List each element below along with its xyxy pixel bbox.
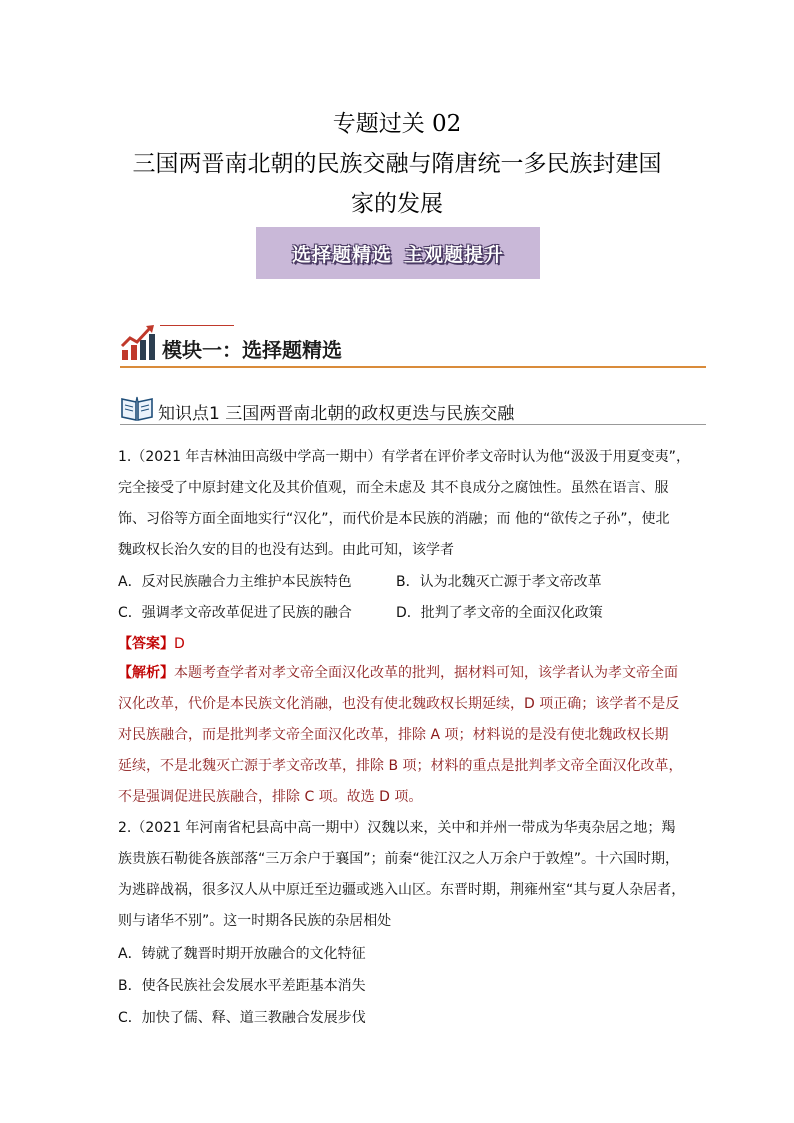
- banner-text-2: 主观题提升: [404, 243, 505, 266]
- question-2-line: 为逃辟战祸，很多汉人从中原迁至边疆或逃入山区。东晋时期，荆雍州室“其与夏人杂居者，: [118, 882, 686, 898]
- knowledge-point-header: [120, 393, 706, 427]
- page-title-line1: 专题过关 02: [332, 111, 462, 137]
- q1-answer: [118, 633, 185, 653]
- answer-label: 【答案】: [118, 636, 174, 652]
- question-2-line: 族贵族石勒徙各族部落“三万余户于襄国”；前秦“徙江汉之人万余户于敦煌”。十六国时期，: [118, 851, 680, 867]
- page-title-line3: 家的发展: [351, 191, 443, 217]
- explanation-label: 【解析】: [118, 665, 174, 681]
- explanation-line: 延续，不是北魏灭亡源于孝文帝改革，排除 B 项；材料的重点是批判孝文帝全面汉化改革，: [118, 758, 683, 774]
- q2-option-b: B．使各民族社会发展水平差距基本消失: [118, 978, 366, 994]
- question-1-line: 1.（2021 年吉林油田高级中学高一期中）有学者在评价孝文帝时认为他“汲汲于用夏变夷”，: [118, 449, 690, 465]
- explanation-line: 【解析】本题考查学者对孝文帝全面汉化改革的批判，据材料可知，该学者认为孝文帝全面: [118, 665, 678, 681]
- module-divider: [120, 366, 706, 368]
- q1-option-b: B．认为北魏灭亡源于孝文帝改革: [396, 574, 602, 590]
- q2-option-c: C．加快了儒、释、道三教融合发展步伐: [118, 1010, 366, 1026]
- question-2-text: [118, 813, 708, 937]
- question-1-line: 完全接受了中原封建文化及其价值观，而全未虑及 其不良成分之腐蚀性。虽然在语言、服: [118, 480, 669, 496]
- banner-text-1: 选择题精选: [291, 243, 392, 266]
- page-title-line2: 三国两晋南北朝的民族交融与隋唐统一多民族封建国: [132, 151, 662, 177]
- question-2-line: 2.（2021 年河南省杞县高中高一期中）汉魏以来，关中和并州一带成为华夷杂居之地；羯: [118, 820, 676, 836]
- q1-option-c: C．强调孝文帝改革促进了民族的融合: [118, 605, 352, 621]
- q1-explanation: [118, 658, 708, 813]
- q2-option-a: A．铸就了魏晋时期开放融合的文化特征: [118, 946, 366, 962]
- section-banner: [256, 227, 540, 279]
- answer-value: D: [174, 636, 185, 652]
- rising-chart-icon: [120, 324, 156, 362]
- question-2-line: 则与诸华不别”。这一时期各民族的杂居相处: [118, 913, 392, 929]
- explanation-line: 汉化改革，代价是本民族文化消融，也没有使北魏政权长期延续，D 项正确；该学者不是反: [118, 696, 680, 712]
- module-label: 模块一：选择题精选: [162, 338, 342, 362]
- question-1-text: [118, 442, 708, 566]
- knowledge-point-label: 知识点1 三国两晋南北朝的政权更迭与民族交融: [158, 404, 515, 424]
- module-header: [120, 322, 706, 370]
- q1-option-d: D．批判了孝文帝的全面汉化政策: [396, 605, 603, 621]
- module-top-accent: [160, 325, 234, 326]
- q1-option-a: A．反对民族融合力主维护本民族特色: [118, 574, 352, 590]
- question-1-line: 饰、习俗等方面全面地实行“汉化”，而代价是本民族的消融；而 他的“欲传之子孙”，使北: [118, 511, 670, 527]
- open-book-icon: [120, 393, 154, 423]
- explanation-line: 不是强调促进民族融合，排除 C 项。故选 D 项。: [118, 789, 423, 805]
- question-1-line: 魏政权长治久安的目的也没有达到。由此可知，该学者: [118, 542, 454, 558]
- knowledge-point-underline: [120, 424, 706, 425]
- explanation-line: 对民族融合，而是批判孝文帝全面汉化改革，排除 A 项；材料说的是没有使北魏政权长期: [118, 727, 669, 743]
